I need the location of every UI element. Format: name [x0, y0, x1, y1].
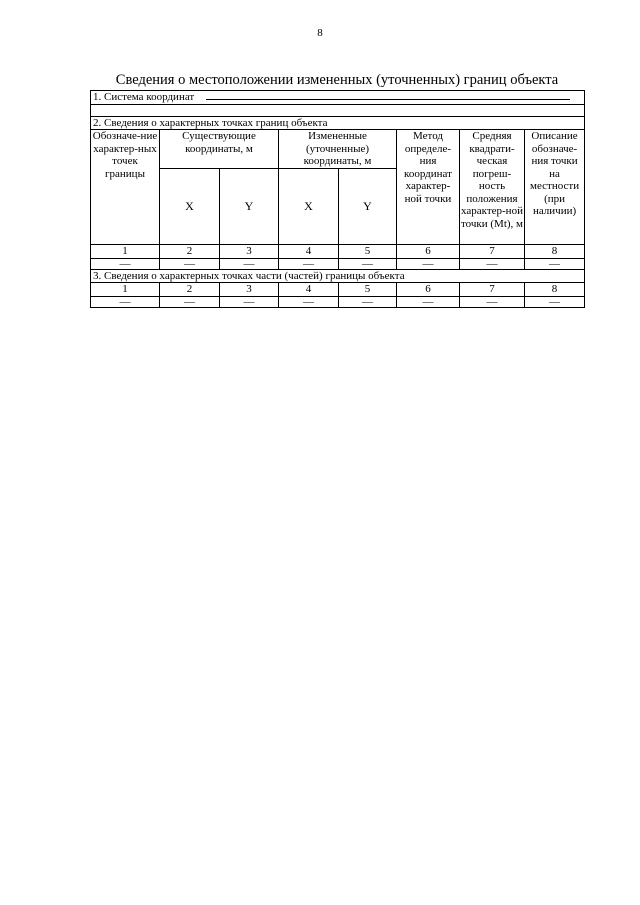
section3-empty-data-row: [91, 296, 585, 307]
column-number-cell: 1: [91, 283, 160, 297]
dash-cell: —: [339, 296, 397, 307]
dash-cell: —: [91, 258, 160, 269]
dash-cell: —: [220, 258, 279, 269]
section1-blank-row: [91, 104, 585, 116]
coordinate-system-cell: [91, 91, 585, 105]
column-number-cell: 5: [339, 283, 397, 297]
dash-cell: —: [279, 258, 339, 269]
header-changed-coordinates: Измененные (уточненные) координаты, м: [279, 130, 397, 169]
header-existing-x: X: [160, 169, 220, 245]
boundary-points-table: [90, 90, 585, 308]
column-number-cell: 8: [525, 283, 585, 297]
column-number-cell: 3: [220, 245, 279, 259]
coordinate-system-fill-line: [206, 91, 570, 100]
dash-cell: —: [91, 296, 160, 307]
header-accuracy: Средняя квадрати-ческая погреш-ность положения характер-ной точки (Mt), м: [460, 130, 525, 245]
header-method: Метод определе-ния координат характер-ной точки: [397, 130, 460, 245]
dash-cell: —: [160, 258, 220, 269]
dash-cell: —: [279, 296, 339, 307]
header-row-1: [91, 130, 585, 169]
column-number-cell: 2: [160, 283, 220, 297]
dash-cell: —: [460, 258, 525, 269]
section2-label: 2. Сведения о характерных точках границ объекта: [91, 116, 585, 130]
blank-cell: [91, 104, 585, 116]
header-existing-coordinates: Существующие координаты, м: [160, 130, 279, 169]
coordinate-system-label: 1. Система координат: [93, 91, 195, 103]
column-numbers-row: [91, 245, 585, 259]
dash-cell: —: [160, 296, 220, 307]
column-number-cell: 3: [220, 283, 279, 297]
column-number-cell: 8: [525, 245, 585, 259]
section3-column-numbers-row: [91, 283, 585, 297]
column-number-cell: 6: [397, 283, 460, 297]
dash-cell: —: [525, 258, 585, 269]
section3-label: 3. Сведения о характерных точках части (частей) границы объекта: [91, 269, 585, 283]
dash-cell: —: [460, 296, 525, 307]
column-number-cell: 1: [91, 245, 160, 259]
dash-cell: —: [339, 258, 397, 269]
page-number: 8: [317, 27, 323, 39]
dash-cell: —: [525, 296, 585, 307]
column-number-cell: 7: [460, 283, 525, 297]
empty-data-row: [91, 258, 585, 269]
document-title: Сведения о местоположении измененных (уточненных) границ объекта: [115, 72, 559, 88]
dash-cell: —: [220, 296, 279, 307]
column-number-cell: 2: [160, 245, 220, 259]
column-number-cell: 6: [397, 245, 460, 259]
header-changed-x: X: [279, 169, 339, 245]
column-number-cell: 4: [279, 245, 339, 259]
section1-row: [91, 91, 585, 105]
dash-cell: —: [397, 296, 460, 307]
header-description: Описание обозначе-ния точки на местности (при наличии): [525, 130, 585, 245]
section3-row: [91, 269, 585, 283]
column-number-cell: 4: [279, 283, 339, 297]
header-existing-y: Y: [220, 169, 279, 245]
header-designation: Обозначе-ние характер-ных точек границы: [91, 130, 160, 245]
section2-row: [91, 116, 585, 130]
header-changed-y: Y: [339, 169, 397, 245]
dash-cell: —: [397, 258, 460, 269]
column-number-cell: 7: [460, 245, 525, 259]
column-number-cell: 5: [339, 245, 397, 259]
